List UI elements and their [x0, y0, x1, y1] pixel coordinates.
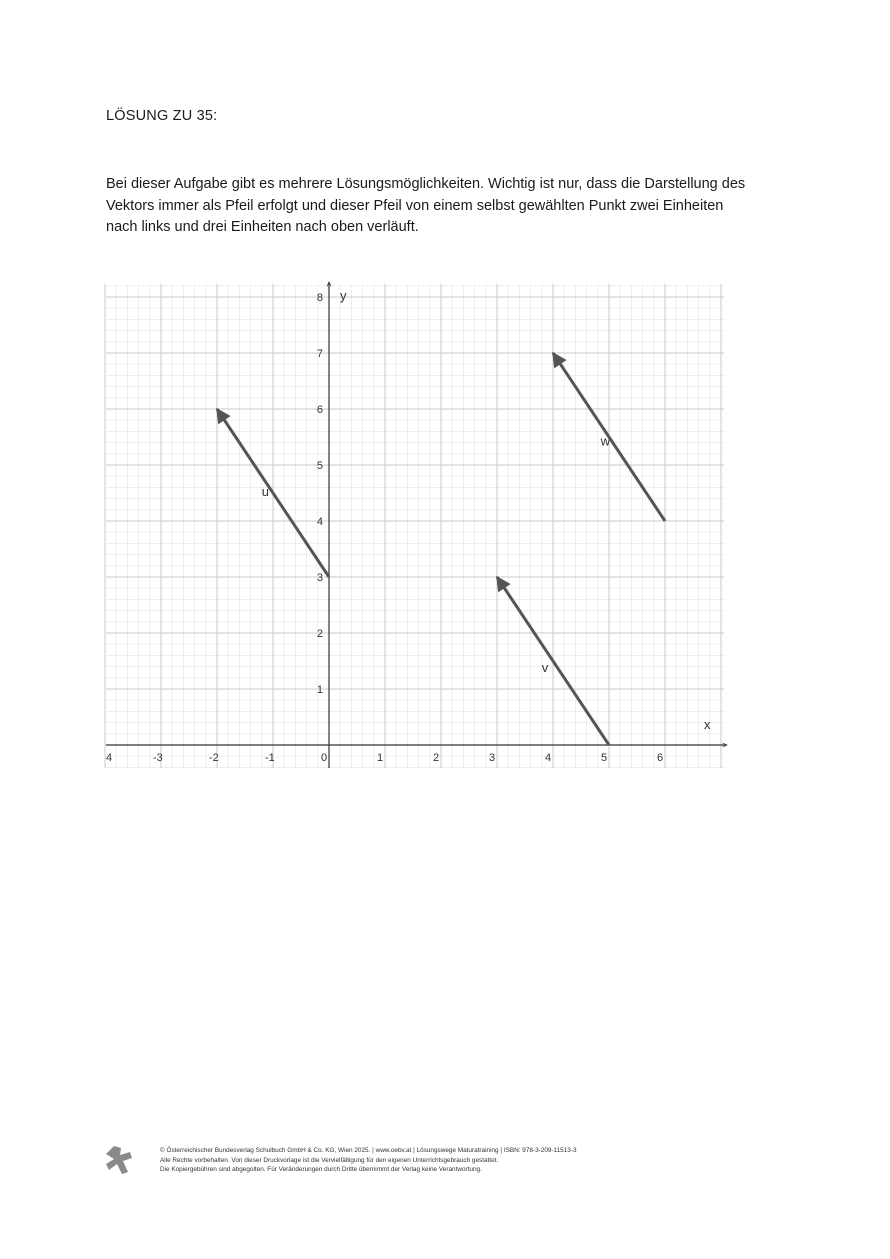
x-tick-label: -1 [265, 752, 275, 764]
axes [106, 282, 727, 768]
footer-line-1: © Österreichischer Bundesverlag Schulbuch GmbH & Co. KG, Wien 2025. | www.oebv.at | Lösungswege Maturatraining | ISBN: 978-3-209-11513-3 [160, 1147, 577, 1154]
y-tick-label: 2 [316, 628, 323, 640]
x-tick-label: -2 [209, 752, 219, 764]
y-axis-label: y [340, 288, 347, 303]
y-tick-label: 1 [316, 684, 323, 696]
x-tick-label: 6 [657, 752, 664, 764]
vector-v-label: v [541, 660, 549, 676]
x-tick-label: 4 [545, 752, 552, 764]
x-tick-label: 1 [377, 752, 384, 764]
x-tick-label: 4 [106, 752, 113, 764]
footer-line-3: Die Kopiergebühren sind abgegolten. Für Veränderungen durch Dritte übernimmt der Verlag keine Verantwortung. [160, 1166, 482, 1174]
intro-line-1: Bei dieser Aufgabe gibt es mehrere Lösungsmöglichkeiten. Wichtig ist nur, dass die Darstellung des [106, 176, 746, 192]
y-tick-label: 3 [316, 572, 323, 584]
y-tick-label: 5 [316, 460, 323, 472]
x-tick-label: 5 [601, 752, 608, 764]
x-tick-label: 2 [433, 752, 440, 764]
vector-w-label: w [600, 433, 610, 449]
x-tick-label: 0 [321, 752, 328, 764]
x-tick-label: -3 [153, 752, 163, 764]
page-title: LÖSUNG ZU 35: [106, 108, 218, 124]
y-tick-label: 7 [316, 348, 323, 360]
publisher-logo-icon [104, 1144, 136, 1176]
x-tick-label: 3 [489, 752, 496, 764]
x-axis-label: x [704, 717, 711, 732]
y-tick-label: 6 [316, 404, 323, 416]
intro-line-2: Vektors immer als Pfeil erfolgt und dieser Pfeil von einem selbst gewählten Punkt zwei Einheiten [106, 197, 724, 214]
y-tick-label: 8 [316, 292, 323, 304]
footer-line-2: Alle Rechte vorbehalten. Von dieser Druckvorlage ist die Vervielfältigung für den eigenen Unterrichtsgebrauch gestattet. [160, 1156, 499, 1164]
y-tick-label: 4 [316, 516, 323, 528]
minor-grid [106, 284, 724, 768]
vector-u-label: u [261, 483, 270, 499]
intro-line-3: nach links und drei Einheiten nach oben verläuft. [106, 219, 419, 235]
footer-copyright [160, 1146, 577, 1175]
